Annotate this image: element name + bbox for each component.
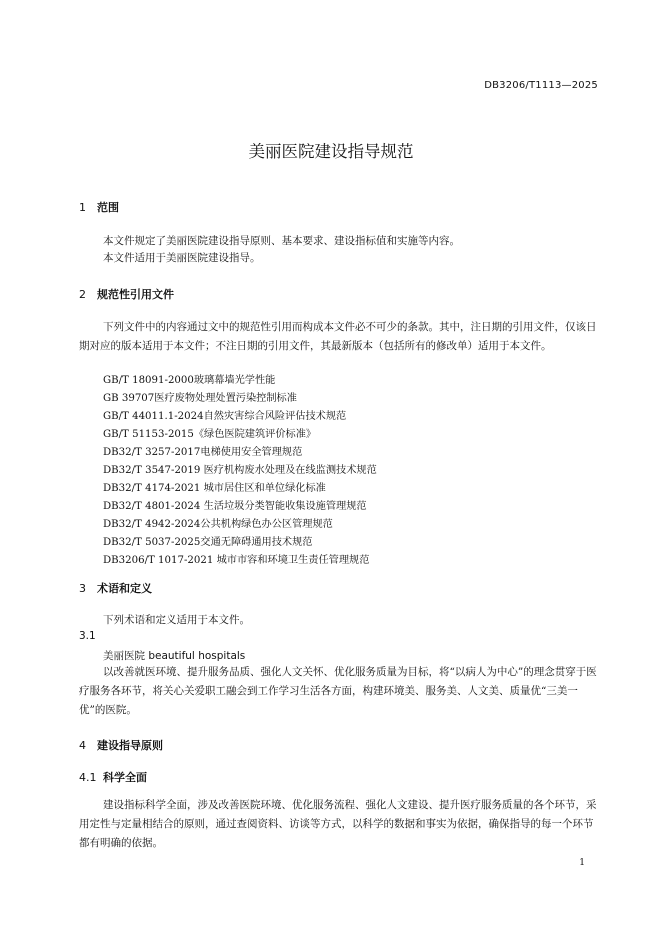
section-title: 规范性引用文件 <box>97 288 174 301</box>
section-1-heading <box>79 199 119 215</box>
list-item: DB32/T 4942-2024公共机构绿色办公区管理规范 <box>103 519 333 530</box>
section-title: 范围 <box>97 201 119 214</box>
section-1-paragraph-2: 本文件适用于美丽医院建设指导。 <box>103 252 261 264</box>
list-item: DB32/T 3547-2019 医疗机构废水处理及在线监测技术规范 <box>103 465 377 476</box>
section-title: 术语和定义 <box>97 582 152 595</box>
list-item: GB/T 18091-2000玻璃幕墙光学性能 <box>103 375 276 386</box>
section-number: 3 <box>79 582 86 595</box>
subsection-4-1-paragraph: 建设指标科学全面，涉及改善医院环境、优化服务流程、强化人文建设、提升医疗服务质量的各个环节，采用定性与定量相结合的原则，通过查阅资料、访谈等方式，以科学的数据和事实为依据，确保指导的每一个环节都有明确的依据。 <box>79 799 597 849</box>
section-3-intro: 下列术语和定义适用于本文件。 <box>103 614 250 626</box>
list-item: GB 39707医疗废物处理处置污染控制标准 <box>103 393 297 404</box>
list-item: DB32/T 5037-2025交通无障碍通用技术规范 <box>103 537 313 548</box>
page-number: 1 <box>579 858 585 868</box>
document-id: DB3206/T1113—2025 <box>484 80 598 91</box>
list-item: DB32/T 3257-2017电梯使用安全管理规范 <box>103 447 303 458</box>
list-item: GB/T 51153-2015《绿色医院建筑评价标准》 <box>103 429 317 440</box>
list-item: DB32/T 4174-2021 城市居住区和单位绿化标准 <box>103 483 326 494</box>
section-3-heading <box>79 580 152 596</box>
subsection-title: 科学全面 <box>103 771 147 784</box>
list-item: GB/T 44011.1-2024自然灾害综合风险评估技术规范 <box>103 411 347 422</box>
section-4-heading <box>79 737 163 753</box>
section-number: 1 <box>79 201 86 214</box>
section-2-heading <box>79 286 174 302</box>
section-number: 4 <box>79 739 86 752</box>
term-name: 美丽医院 beautiful hospitals <box>103 650 246 662</box>
page-title: 美丽医院建设指导规范 <box>248 142 414 161</box>
section-title: 建设指导原则 <box>97 739 163 752</box>
term-definition: 以改善就医环境、提升服务品质、强化人文关怀、优化服务质量为目标，将“以病人为中心”的理念贯穿于医疗服务各环节，将关心关爱职工融会到工作学习生活各方面，构建环境美、服务美、人文美、质量优“三美一优”的医院。 <box>79 666 597 716</box>
list-item: DB32/T 4801-2024 生活垃圾分类智能收集设施管理规范 <box>103 501 367 512</box>
section-2-intro: 下列文件中的内容通过文中的规范性引用而构成本文件必不可少的条款。其中，注日期的引用文件，仅该日期对应的版本适用于本文件；不注日期的引用文件，其最新版本（包括所有的修改单）适用于本文件。 <box>79 321 597 352</box>
normative-references-list <box>103 372 377 570</box>
subsection-4-1-heading <box>79 769 147 785</box>
list-item: DB3206/T 1017-2021 城市市容和环境卫生责任管理规范 <box>103 555 370 566</box>
section-1-paragraph-1: 本文件规定了美丽医院建设指导原则、基本要求、建设指标值和实施等内容。 <box>103 235 460 247</box>
subsection-number: 4.1 <box>79 771 97 784</box>
term-number: 3.1 <box>79 630 96 642</box>
section-number: 2 <box>79 288 86 301</box>
